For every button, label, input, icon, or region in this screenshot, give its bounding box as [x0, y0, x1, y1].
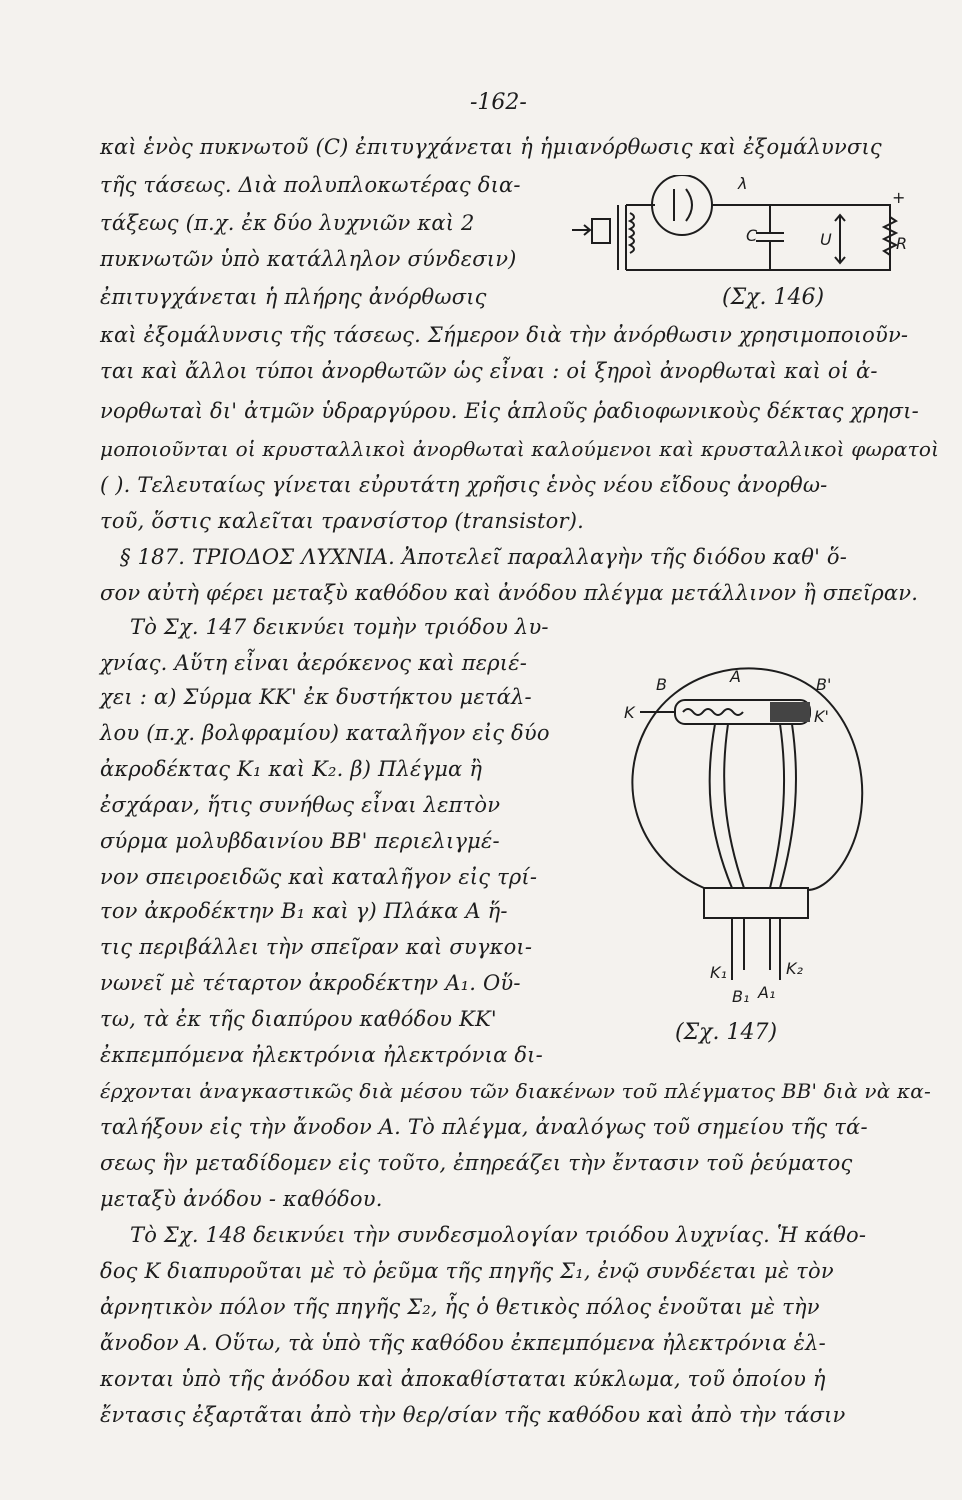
text-line: δος Κ διαπυροῦται μὲ τὸ ῥεῦμα τῆς πηγῆς Σ₁, ἐνῷ συνδέεται μὲ τὸν: [100, 1259, 834, 1283]
text-line: έρχονται ἀναγκαστικῶς διὰ μέσου τῶν διακένων τοῦ πλέγματος ΒΒ' διὰ νὰ κα-: [100, 1079, 931, 1103]
fig147-k-prime-label: K': [814, 707, 829, 726]
text-line: τάξεως (π.χ. ἐκ δύο λυχνιῶν καὶ 2: [100, 211, 475, 235]
text-line: νορθωταὶ δι' ἀτμῶν ὑδραργύρου. Εἰς ἁπλοῦς ῥαδιοφωνικοὺς δέκτας χρησι-: [100, 399, 919, 423]
text-line: ἔντασις ἐξαρτᾶται ἀπὸ τὴν θερ/σίαν τῆς καθόδου καὶ ἀπὸ τὴν τάσιν: [100, 1403, 846, 1427]
text-line: ἐσχάραν, ἥτις συνήθως εἶναι λεπτὸν: [100, 793, 501, 817]
text-line: ἐκπεμπόμενα ἠλεκτρόνια ἠλεκτρόνια δι-: [100, 1043, 543, 1067]
text-line: ταλήξουν εἰς τὴν ἄνοδον Α. Τὸ πλέγμα, ἀναλόγως τοῦ σημείου τῆς τά-: [100, 1115, 868, 1139]
text-line: ἀρνητικὸν πόλον τῆς πηγῆς Σ₂, ἧς ὁ θετικὸς πόλος ἑνοῦται μὲ τὴν: [100, 1295, 820, 1319]
text-line: ( ). Τελευταίως γίνεται εὐρυτάτη χρῆσις ἑνὸς νέου εἴδους ἀνορθω-: [100, 473, 828, 497]
text-line: σον αὐτὴ φέρει μεταξὺ καθόδου καὶ ἀνόδου πλέγμα μετάλλινον ἢ σπεῖραν.: [100, 581, 919, 605]
fig146-plus-label: +: [892, 188, 906, 207]
text-line: τοῦ, ὅστις καλεῖται τρανσίστορ (transistor).: [100, 509, 584, 533]
fig147-a1-label: A₁: [758, 983, 776, 1002]
text-line: χει : α) Σύρμα ΚΚ' ἐκ δυστήκτου μετάλ-: [100, 685, 532, 709]
text-line: πυκνωτῶν ὑπὸ κατάλληλον σύνδεσιν): [100, 247, 517, 271]
fig146-u-label: U: [820, 230, 832, 249]
text-line: μοποιοῦνται οἱ κρυσταλλικοὶ ἀνορθωταὶ καλούμενοι καὶ κρυσταλλικοὶ φωρατοὶ: [100, 437, 940, 461]
text-line: ται καὶ ἄλλοι τύποι ἀνορθωτῶν ὡς εἶναι : οἱ ξηροὶ ἀνορθωταὶ καὶ οἱ ἀ-: [100, 359, 878, 383]
fig147-b-label: B: [656, 675, 667, 694]
text-line: καὶ ἐξομάλυνσις τῆς τάσεως. Σήμερον διὰ τὴν ἀνόρθωσιν χρησιμοποιοῦν-: [100, 323, 909, 347]
text-line: τον ἀκροδέκτην Β₁ καὶ γ) Πλάκα Α ἥ-: [100, 899, 508, 923]
text-line: νον σπειροειδῶς καὶ καταλῆγον εἰς τρί-: [100, 865, 538, 889]
text-line: ἄνοδον Α. Οὕτω, τὰ ὑπὸ τῆς καθόδου ἐκπεμπόμενα ἠλεκτρόνια ἑλ-: [100, 1331, 826, 1355]
section-heading-line: § 187. ΤΡΙΟΔΟΣ ΛΥΧΝΙΑ. Ἀποτελεῖ παραλλαγὴν τῆς διόδου καθ' ὅ-: [120, 545, 848, 569]
text-line: ἀκροδέκτας Κ₁ καὶ Κ₂. β) Πλέγμα ἢ: [100, 757, 483, 781]
figure-147-caption: (Σχ. 147): [675, 1020, 778, 1045]
text-line: ἐπιτυγχάνεται ἡ πλήρης ἀνόρθωσις: [100, 285, 487, 309]
text-line: μεταξὺ ἀνόδου - καθόδου.: [100, 1187, 383, 1211]
figure-146-circuit: [570, 175, 910, 285]
fig146-r-label: R: [896, 234, 908, 253]
text-line: καὶ ἑνὸς πυκνωτοῦ (C) ἐπιτυγχάνεται ἡ ἡμιανόρθωσις καὶ ἐξομάλυνσις: [100, 135, 882, 159]
text-line: λου (π.χ. βολφραμίου) καταλῆγον εἰς δύο: [100, 721, 550, 745]
text-line: χνίας. Αὕτη εἶναι ἀερόκενος καὶ περιέ-: [100, 651, 527, 675]
text-line: Τὸ Σχ. 147 δεικνύει τομὴν τριόδου λυ-: [130, 615, 549, 639]
figure-146-caption: (Σχ. 146): [722, 285, 825, 310]
fig146-lambda-label: λ: [738, 175, 748, 193]
fig147-k-label: K: [624, 703, 635, 722]
fig146-c-label: C: [746, 226, 758, 245]
text-line: νωνεῖ μὲ τέταρτον ἀκροδέκτην Α₁. Οὕ-: [100, 971, 521, 995]
text-line: τῆς τάσεως. Διὰ πολυπλοκωτέρας δια-: [100, 173, 521, 197]
text-line: Τὸ Σχ. 148 δεικνύει τὴν συνδεσμολογίαν τριόδου λυχνίας. Ἡ κάθο-: [130, 1223, 867, 1247]
text-line: τω, τὰ ἐκ τῆς διαπύρου καθόδου ΚΚ': [100, 1007, 497, 1031]
page-number: -162-: [470, 90, 527, 115]
fig147-k2-label: K₂: [786, 959, 803, 978]
fig147-b-prime-label: B': [816, 675, 832, 694]
text-line: τις περιβάλλει τὴν σπεῖραν καὶ συγκοι-: [100, 935, 533, 959]
fig147-b1-label: B₁: [732, 987, 750, 1006]
figure-147-triode: [620, 660, 890, 1010]
text-line: κονται ὑπὸ τῆς ἀνόδου καὶ ἀποκαθίσταται κύκλωμα, τοῦ ὁποίου ἡ: [100, 1367, 826, 1391]
fig147-k1-label: K₁: [710, 963, 727, 982]
fig147-a-label: A: [730, 667, 741, 686]
text-line: σύρμα μολυβδαινίου ΒΒ' περιελιγμέ-: [100, 829, 500, 853]
text-line: σεως ἣν μεταδίδομεν εἰς τοῦτο, ἐπηρεάζει τὴν ἔντασιν τοῦ ῥεύματος: [100, 1151, 853, 1175]
